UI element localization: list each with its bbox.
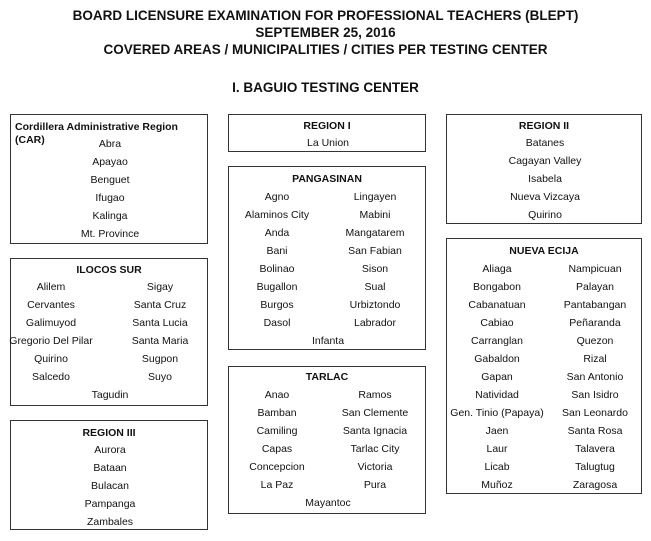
tarlac-item: Pura [363,479,387,491]
nueva-ecija-item: San Antonio [566,371,624,383]
region-2-item: Quirino [528,209,562,221]
ilocos-sur-item: Sugpon [141,353,179,365]
pangasinan-title: PANGASINAN [292,173,362,185]
region-1-title: REGION I [303,120,351,132]
nueva-ecija-item: Zaragosa [572,479,618,491]
pangasinan-item: Labrador [353,317,397,329]
ilocos-sur-box [10,258,208,406]
tarlac-item: Capas [261,443,293,455]
nueva-ecija-item: Gapan [481,371,513,383]
ilocos-sur-item: Santa Lucia [132,317,188,329]
region-2-item: Batanes [525,137,565,149]
nueva-ecija-item: Laur [486,443,508,455]
nueva-ecija-item: Santa Rosa [567,425,623,437]
nueva-ecija-item: Gabaldon [474,353,520,365]
region-2-item: Nueva Vizcaya [510,191,580,203]
car-item: Benguet [90,174,130,186]
nueva-ecija-box [446,238,642,494]
region-1-item: La Union [306,137,350,149]
nueva-ecija-item: Licab [484,461,510,473]
nueva-ecija-item: Gen. Tinio (Papaya) [450,407,544,419]
header-line-3: COVERED AREAS / MUNICIPALITIES / CITIES PER TESTING CENTER [103,42,548,57]
nueva-ecija-item: Jaen [485,425,509,437]
tarlac-item: Anao [264,389,290,401]
tarlac-item: Victoria [357,461,393,473]
nueva-ecija-item: Natividad [475,389,519,401]
region-3-item: Bataan [93,462,127,474]
tarlac-item: Mayantoc [305,497,351,509]
car-title: Cordillera Administrative Region (CAR) [15,121,178,146]
car-item: Mt. Province [80,228,140,240]
nueva-ecija-item: Palayan [576,281,614,293]
tarlac-item: San Clemente [341,407,409,419]
pangasinan-item: Sison [361,263,389,275]
tarlac-item: Concepcion [249,461,305,473]
pangasinan-item: Burgos [260,299,294,311]
pangasinan-item: Bani [266,245,288,257]
region-3-item: Zambales [86,516,134,528]
header-line-1: BOARD LICENSURE EXAMINATION FOR PROFESSIONAL TEACHERS (BLEPT) [72,8,579,23]
nueva-ecija-item: Cabanatuan [468,299,526,311]
pangasinan-item: Mangatarem [345,227,405,239]
nueva-ecija-item: Carranglan [471,335,523,347]
nueva-ecija-item: Muñoz [481,479,513,491]
region-3-item: Bulacan [91,480,129,492]
car-item: Kalinga [92,210,128,222]
ilocos-sur-item: Sigay [146,281,174,293]
testing-center-title: I. BAGUIO TESTING CENTER [232,80,419,95]
header-line-2: SEPTEMBER 25, 2016 [255,25,396,40]
nueva-ecija-item: Cabiao [480,317,514,329]
pangasinan-item: Agno [264,191,290,203]
car-item: Ifugao [95,192,125,204]
ilocos-sur-item: Cervantes [27,299,75,311]
nueva-ecija-item: Peñaranda [569,317,621,329]
car-item: Apayao [92,156,128,168]
pangasinan-item: San Fabian [348,245,402,257]
car-item: Abra [98,138,122,150]
ilocos-sur-item: Galimuyod [25,317,77,329]
pangasinan-item: Alaminos City [244,209,310,221]
region-3-item: Pampanga [84,498,136,510]
ilocos-sur-item: Santa Cruz [133,299,187,311]
tarlac-title: TARLAC [305,371,349,383]
ilocos-sur-item: Santa Maria [131,335,189,347]
region-2-box [446,114,642,224]
nueva-ecija-item: San Leonardo [562,407,628,419]
ilocos-sur-item: Alilem [36,281,66,293]
tarlac-item: Santa Ignacia [342,425,408,437]
tarlac-box [228,366,426,514]
tarlac-item: Ramos [358,389,392,401]
ilocos-sur-item: Tagudin [91,389,129,401]
nueva-ecija-item: Talavera [575,443,615,455]
pangasinan-item: Lingayen [353,191,397,203]
nueva-ecija-item: Bongabon [473,281,521,293]
region-3-item: Aurora [94,444,126,456]
pangasinan-item: Mabini [359,209,391,221]
region-2-item: Cagayan Valley [508,155,582,167]
tarlac-item: Camiling [256,425,298,437]
ilocos-sur-item: Salcedo [32,371,70,383]
car-box [10,114,208,244]
pangasinan-item: Anda [264,227,290,239]
ilocos-sur-item: Quirino [34,353,68,365]
tarlac-item: Tarlac City [350,443,400,455]
pangasinan-box [228,166,426,350]
nueva-ecija-item: Aliaga [482,263,512,275]
nueva-ecija-item: Pantabangan [563,299,627,311]
nueva-ecija-item: San Isidro [571,389,619,401]
region-2-title: REGION II [518,120,570,132]
nueva-ecija-item: Talugtug [575,461,615,473]
pangasinan-item: Dasol [263,317,291,329]
pangasinan-item: Urbiztondo [349,299,401,311]
ilocos-sur-title: ILOCOS SUR [76,264,142,276]
region-1-box [228,114,426,152]
region-3-title: REGION III [82,427,136,439]
pangasinan-item: Bolinao [259,263,295,275]
tarlac-item: La Paz [260,479,294,491]
ilocos-sur-item: Suyo [148,371,172,383]
pangasinan-item: Infanta [311,335,345,347]
region-3-box [10,420,208,530]
nueva-ecija-item: Quezon [576,335,614,347]
tarlac-item: Bamban [257,407,297,419]
pangasinan-item: Bugallon [256,281,298,293]
nueva-ecija-item: Rizal [583,353,607,365]
nueva-ecija-item: Nampicuan [568,263,622,275]
nueva-ecija-title: NUEVA ECIJA [509,245,579,257]
region-2-item: Isabela [528,173,562,185]
ilocos-sur-item: Gregorio Del Pilar [9,335,93,347]
pangasinan-item: Sual [364,281,386,293]
